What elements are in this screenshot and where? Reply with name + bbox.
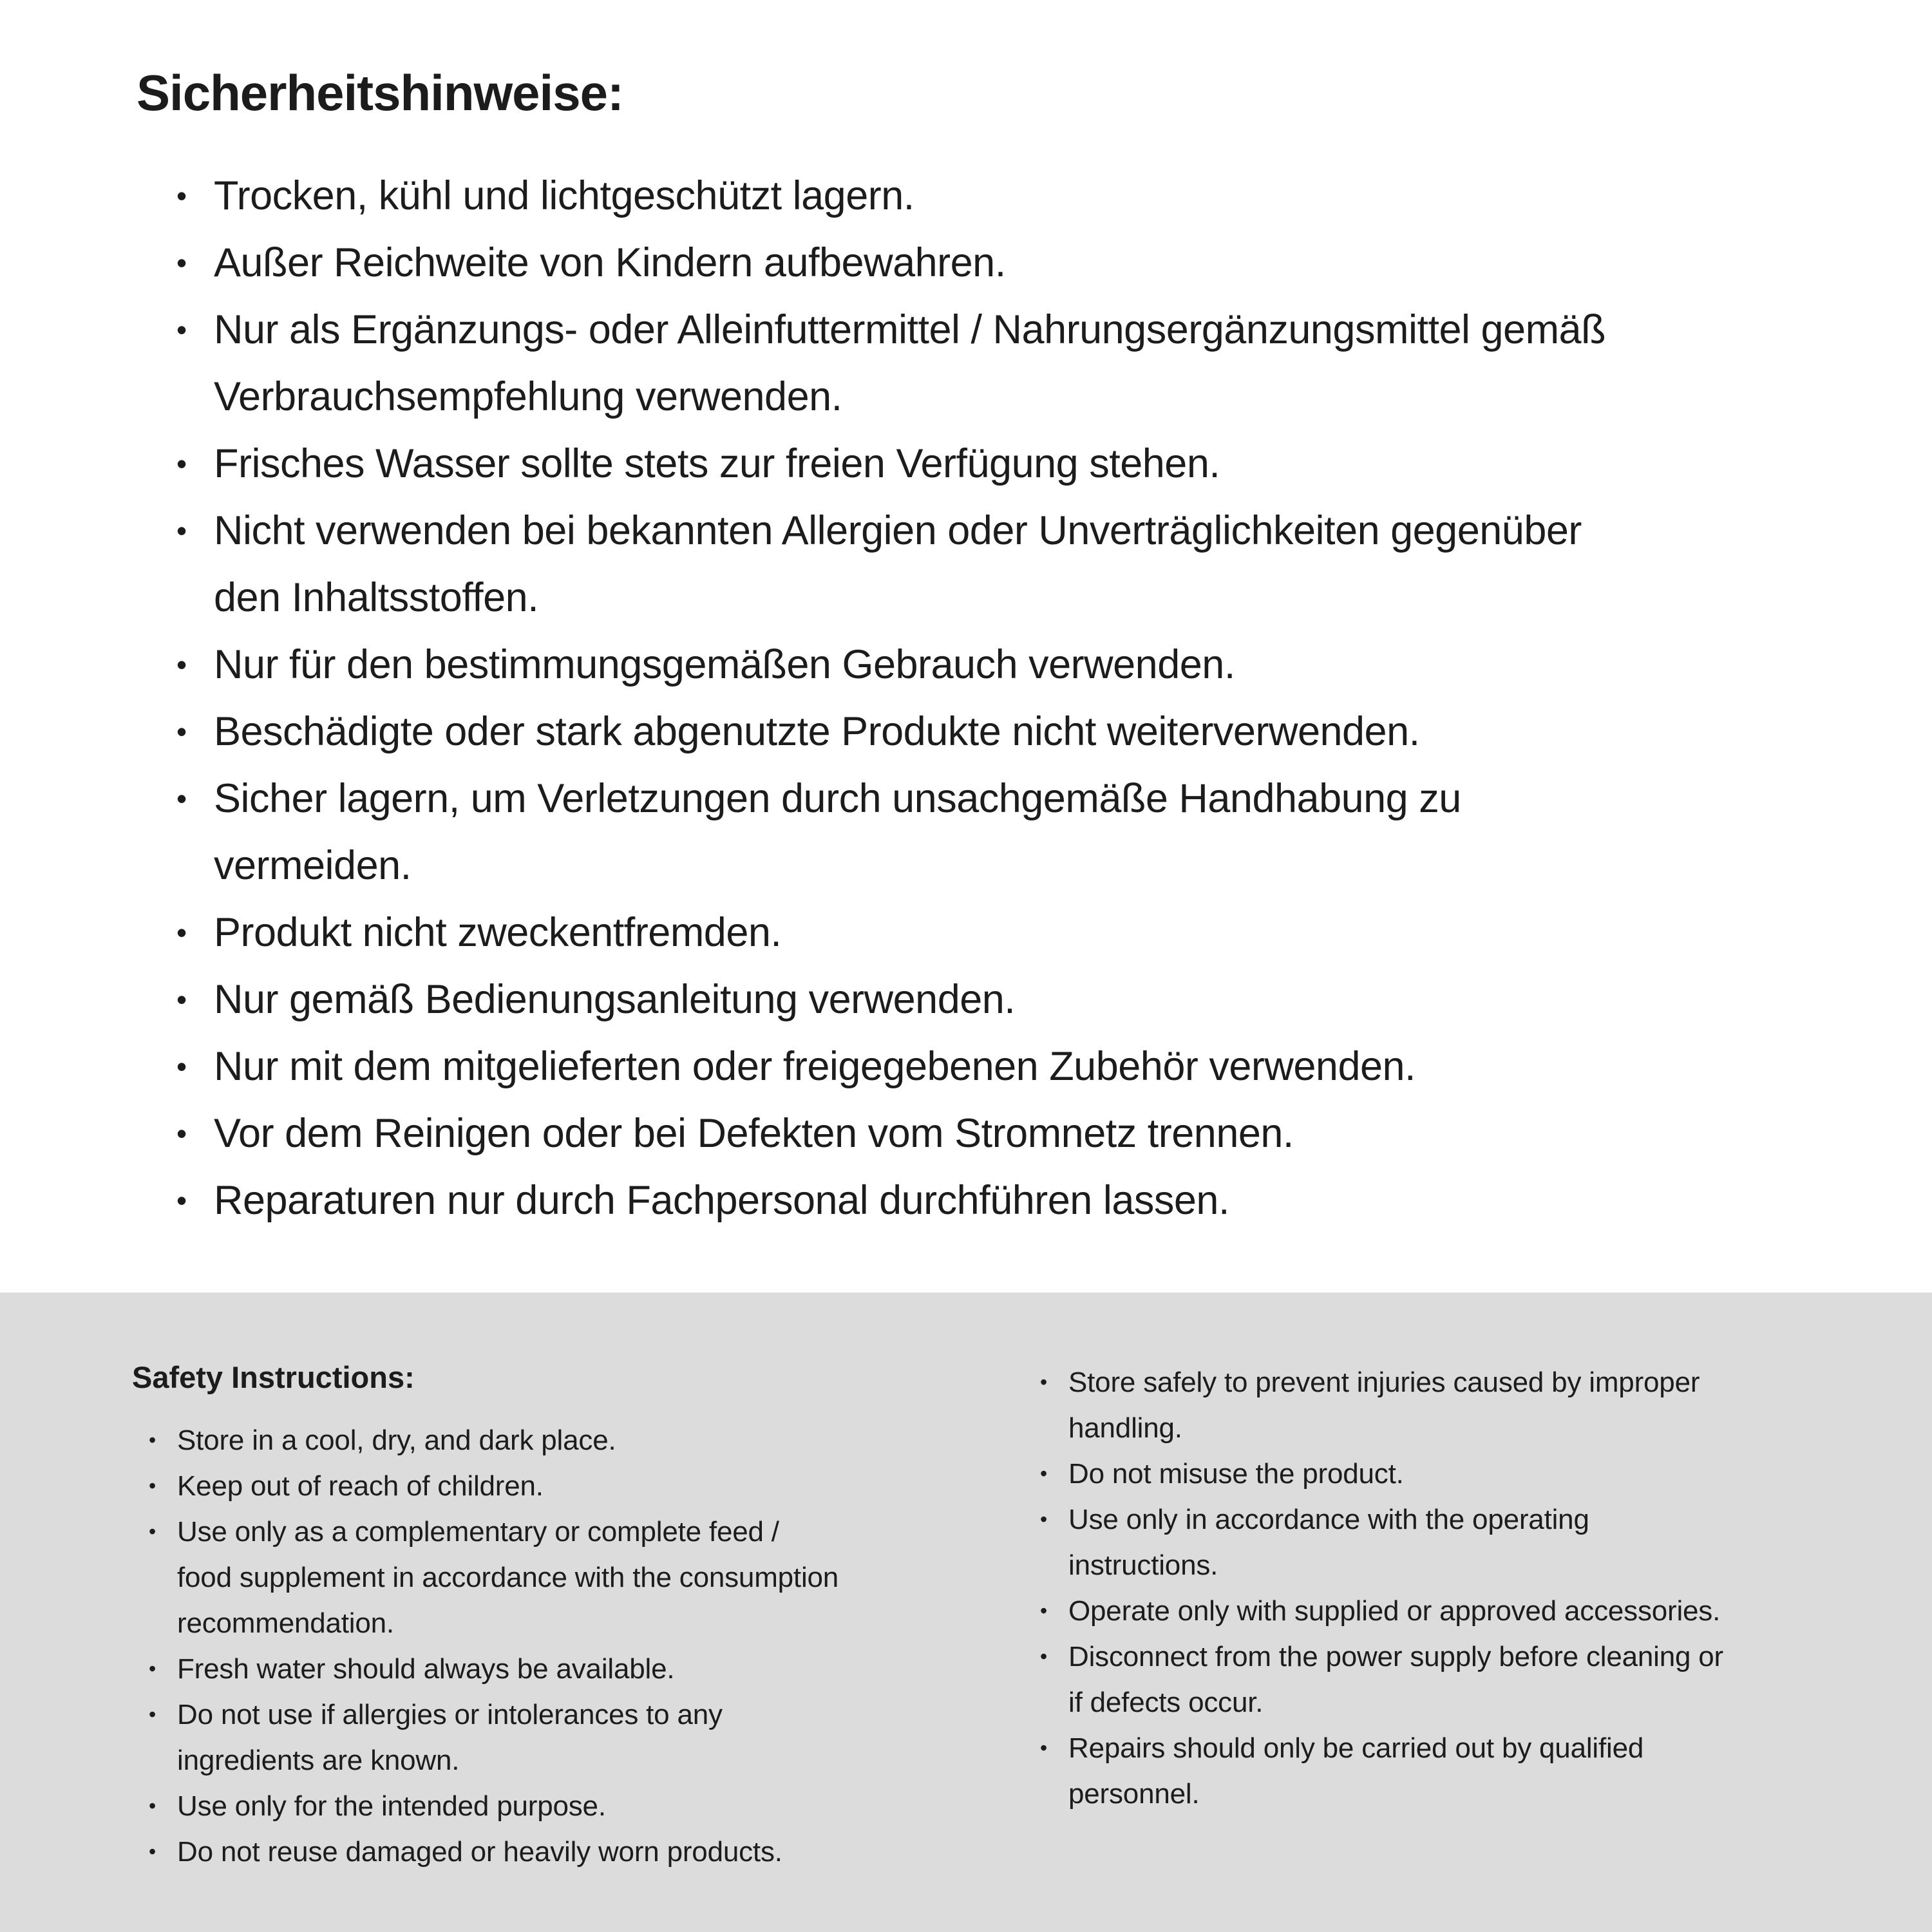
- bullet-icon: •: [176, 1116, 187, 1150]
- list-item: [176, 1033, 1619, 1100]
- bullet-icon: •: [1040, 1736, 1048, 1759]
- list-item-text: Repairs should only be carried out by qualified personnel.: [1068, 1732, 1644, 1810]
- bullet-icon: •: [1040, 1462, 1048, 1485]
- list-item: [176, 430, 1619, 497]
- list-item: [149, 1829, 841, 1875]
- list-item-text: Vor dem Reinigen oder bei Defekten vom Stromnetz trennen.: [214, 1110, 1294, 1156]
- list-item: [149, 1646, 841, 1692]
- list-item: [176, 1100, 1619, 1167]
- list-item-text: Beschädigte oder stark abgenutzte Produkte nicht weiterverwenden.: [214, 708, 1420, 754]
- list-item-text: Reparaturen nur durch Fachpersonal durchführen lassen.: [214, 1177, 1229, 1223]
- list-item: [176, 497, 1619, 631]
- bullet-icon: •: [176, 1183, 187, 1217]
- list-item: [149, 1692, 841, 1783]
- list-item-text: Nur gemäß Bedienungsanleitung verwenden.: [214, 976, 1016, 1022]
- bullet-icon: •: [176, 647, 187, 681]
- list-item: [149, 1463, 841, 1509]
- list-item: [1040, 1497, 1736, 1588]
- list-item-text: Store safely to prevent injuries caused by improper handling.: [1068, 1367, 1700, 1444]
- list-item-text: Nur als Ergänzungs- oder Alleinfuttermittel / Nahrungsergänzungsmittel gemäß Verbrauchsempfehlung verwenden.: [214, 307, 1606, 419]
- list-item-text: Store in a cool, dry, and dark place.: [177, 1425, 616, 1457]
- list-item-text: Do not reuse damaged or heavily worn products.: [177, 1836, 782, 1868]
- list-item-text: Do not misuse the product.: [1068, 1458, 1404, 1490]
- list-item-text: Keep out of reach of children.: [177, 1470, 544, 1502]
- bullet-icon: •: [176, 245, 187, 279]
- list-item-text: Sicher lagern, um Verletzungen durch unsachgemäße Handhabung zu vermeiden.: [214, 775, 1461, 888]
- bullet-icon: •: [149, 1657, 156, 1681]
- english-left-column: [132, 1359, 847, 1932]
- list-item: [1040, 1588, 1736, 1634]
- list-item-text: Use only as a complementary or complete feed / food supplement in accordance with the consumption recommendation.: [177, 1516, 839, 1640]
- list-item: [176, 296, 1619, 430]
- list-item: [1040, 1634, 1736, 1725]
- english-right-bullet-list: [1040, 1359, 1736, 1817]
- list-item: [176, 162, 1619, 229]
- bullet-icon: •: [176, 513, 187, 547]
- list-item: [176, 966, 1619, 1033]
- bullet-icon: •: [176, 446, 187, 480]
- bullet-icon: •: [1040, 1370, 1048, 1394]
- list-item: [176, 229, 1619, 296]
- list-item-text: Nur mit dem mitgelieferten oder freigegebenen Zubehör verwenden.: [214, 1043, 1416, 1089]
- list-item: [149, 1783, 841, 1829]
- list-item: [149, 1417, 841, 1463]
- english-section-heading: Safety Instructions:: [132, 1360, 415, 1394]
- bullet-icon: •: [176, 714, 187, 748]
- list-item-text: Use only for the intended purpose.: [177, 1790, 606, 1823]
- bullet-icon: •: [1040, 1508, 1048, 1531]
- list-item-text: Frisches Wasser sollte stets zur freien Verfügung stehen.: [214, 440, 1220, 486]
- list-item-text: Nur für den bestimmungsgemäßen Gebrauch verwenden.: [214, 641, 1235, 687]
- english-left-bullet-list: [132, 1417, 841, 1875]
- list-item: [176, 631, 1619, 698]
- list-item-text: Use only in accordance with the operating instructions.: [1068, 1504, 1589, 1581]
- bullet-icon: •: [176, 781, 187, 815]
- bullet-icon: •: [149, 1474, 156, 1498]
- list-item: [149, 1509, 841, 1646]
- german-bullet-list: [137, 162, 1619, 1234]
- list-item-text: Nicht verwenden bei bekannten Allergien oder Unverträglichkeiten gegenüber den Inhaltsstoffen.: [214, 507, 1582, 620]
- list-item: [176, 1167, 1619, 1234]
- list-item: [176, 765, 1619, 899]
- bullet-icon: •: [1040, 1645, 1048, 1668]
- bullet-icon: •: [176, 312, 187, 346]
- bullet-icon: •: [149, 1794, 156, 1818]
- list-item: [176, 899, 1619, 966]
- list-item-text: Produkt nicht zweckentfremden.: [214, 909, 782, 955]
- bullet-icon: •: [149, 1840, 156, 1864]
- list-item: [1040, 1451, 1736, 1497]
- bullet-icon: •: [176, 982, 187, 1016]
- bullet-icon: •: [176, 178, 187, 213]
- bullet-icon: •: [149, 1428, 156, 1452]
- english-right-column: [1040, 1359, 1768, 1932]
- bullet-icon: •: [149, 1520, 156, 1544]
- english-safety-section: [0, 1293, 1932, 1932]
- list-item: [1040, 1359, 1736, 1451]
- list-item: [1040, 1725, 1736, 1817]
- list-item-text: Trocken, kühl und lichtgeschützt lagern.: [214, 173, 914, 218]
- list-item-text: Fresh water should always be available.: [177, 1653, 675, 1685]
- list-item: [176, 698, 1619, 765]
- bullet-icon: •: [1040, 1599, 1048, 1622]
- list-item-text: Do not use if allergies or intolerances to any ingredients are known.: [177, 1699, 723, 1777]
- bullet-icon: •: [176, 1049, 187, 1083]
- german-section-heading: Sicherheitshinweise:: [137, 64, 623, 121]
- bullet-icon: •: [176, 915, 187, 949]
- list-item-text: Außer Reichweite von Kindern aufbewahren.: [214, 240, 1006, 285]
- list-item-text: Disconnect from the power supply before cleaning or if defects occur.: [1068, 1641, 1724, 1718]
- bullet-icon: •: [149, 1703, 156, 1727]
- list-item-text: Operate only with supplied or approved accessories.: [1068, 1595, 1721, 1627]
